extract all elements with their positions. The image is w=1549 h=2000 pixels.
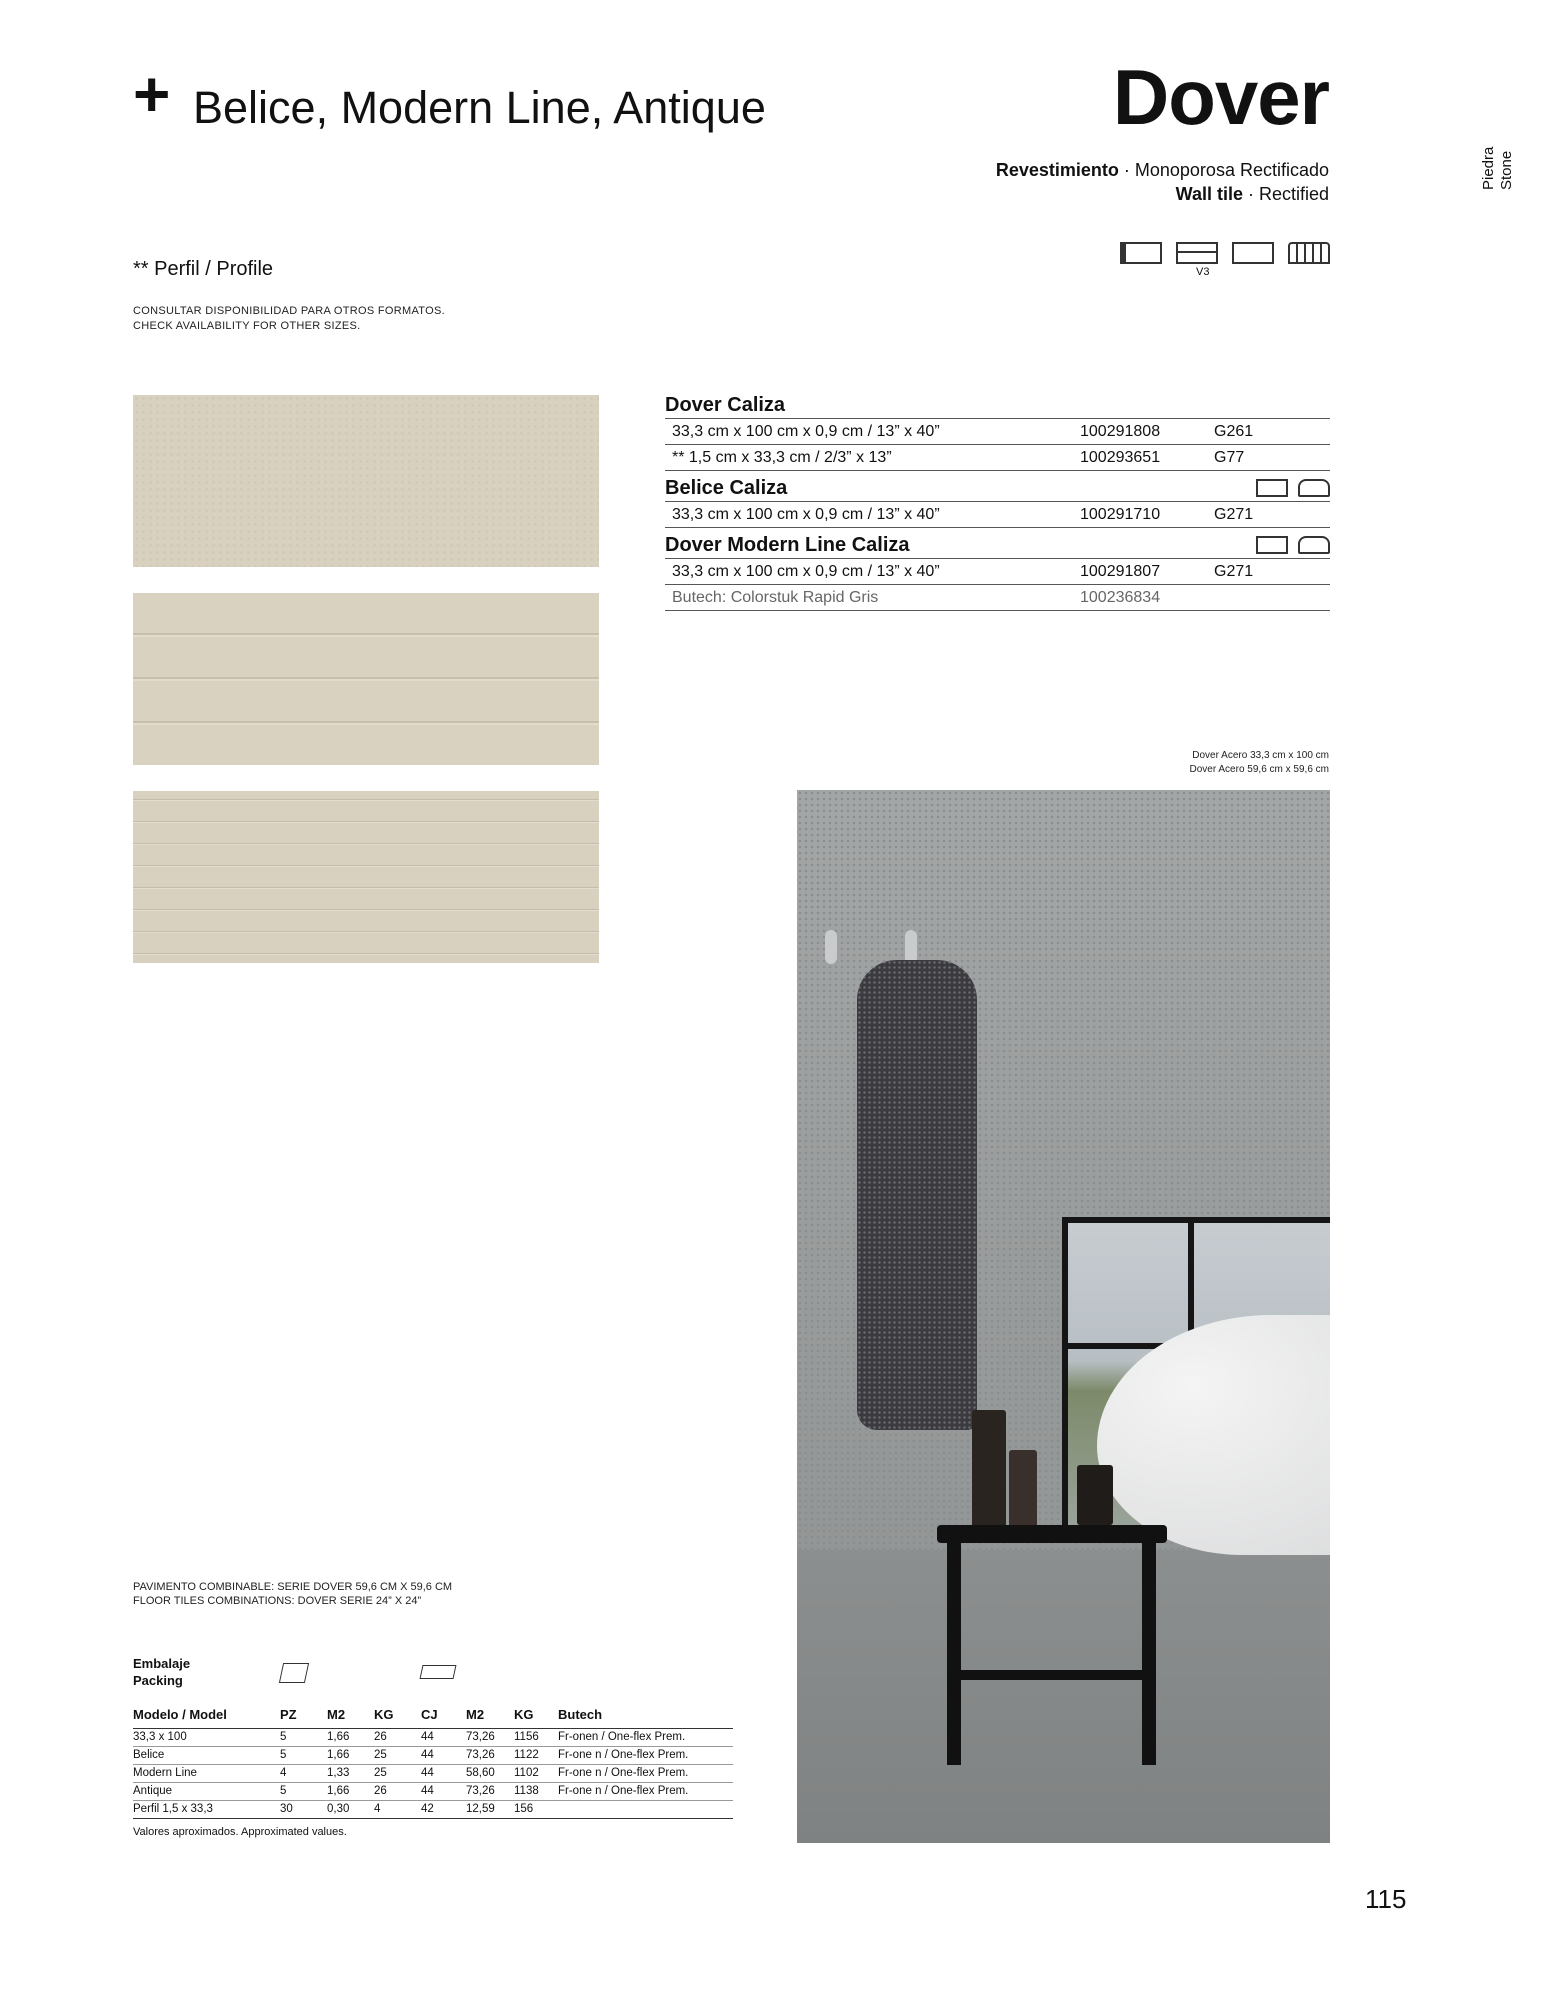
- table-row: [133, 1765, 733, 1783]
- code-cell: 100236834: [1080, 589, 1161, 606]
- format-cell: ** 1,5 cm x 33,3 cm / 2/3” x 13”: [672, 449, 892, 466]
- photo-bottle: [972, 1410, 1006, 1528]
- photo-stool-leg: [947, 1540, 961, 1765]
- table-row: [665, 584, 1330, 611]
- swatch-belice-caliza: [133, 593, 599, 765]
- usage-icons: [1256, 479, 1330, 497]
- cell: 33,3 x 100: [133, 1729, 280, 1747]
- cell: 44: [421, 1729, 466, 1747]
- bathroom-icon: [1256, 536, 1288, 554]
- swatch-dover-caliza: [133, 395, 599, 567]
- table-row: [133, 1801, 733, 1819]
- hook-icon: [825, 930, 837, 964]
- cell: Fr-one n / One-flex Prem.: [558, 1765, 733, 1783]
- variation-icon: [1176, 242, 1218, 264]
- hook-icon: [905, 930, 917, 964]
- bathroom-photo: [797, 790, 1330, 1843]
- cell: 73,26: [466, 1729, 514, 1747]
- cell: 73,26: [466, 1747, 514, 1765]
- variation-label: V3: [1196, 266, 1210, 278]
- col-header: KG: [374, 1703, 421, 1729]
- packing-table: [133, 1703, 733, 1819]
- code-cell: 100291808: [1080, 423, 1161, 440]
- kitchen-icon: [1298, 536, 1330, 554]
- photo-candle: [1077, 1465, 1113, 1525]
- availability-note-en: CHECK AVAILABILITY FOR OTHER SIZES.: [133, 320, 361, 332]
- product-group-name: Dover Modern Line Caliza: [665, 534, 910, 556]
- cell: 26: [374, 1783, 421, 1801]
- cell: 5: [280, 1783, 327, 1801]
- cell: 1122: [514, 1747, 558, 1765]
- swatch-modern-line-caliza: [133, 791, 599, 963]
- ref-cell: G271: [1214, 563, 1254, 580]
- cell: Modern Line: [133, 1765, 280, 1783]
- collection-title: Dover: [1112, 53, 1329, 141]
- col-header: CJ: [421, 1703, 466, 1729]
- cell: 5: [280, 1747, 327, 1765]
- photo-caption: [1189, 749, 1329, 777]
- caption-line: Dover Acero 33,3 cm x 100 cm: [1192, 750, 1329, 761]
- table-row: [665, 418, 1330, 444]
- col-header: Modelo / Model: [133, 1703, 280, 1729]
- spec-line-1: [996, 158, 1329, 182]
- cell: Fr-one n / One-flex Prem.: [558, 1747, 733, 1765]
- bathroom-icon: [1256, 479, 1288, 497]
- photo-stool-top: [937, 1525, 1167, 1543]
- product-group-title: [665, 527, 1330, 558]
- cell: Fr-onen / One-flex Prem.: [558, 1729, 733, 1747]
- product-group-name: Belice Caliza: [665, 477, 788, 499]
- packing-title-es: Embalaje: [133, 1656, 191, 1671]
- photo-stool-leg: [1142, 1540, 1156, 1765]
- code-cell: 100291807: [1080, 563, 1161, 580]
- cell: 44: [421, 1765, 466, 1783]
- cell: 4: [374, 1801, 421, 1819]
- grout-cell: Butech: Colorstuk Rapid Gris: [672, 589, 879, 606]
- packing-header-row: [133, 1703, 733, 1729]
- wall-tile-icon: [1232, 242, 1274, 264]
- cell: 44: [421, 1783, 466, 1801]
- ref-cell: G271: [1214, 506, 1254, 523]
- table-row: [665, 558, 1330, 584]
- product-table: [665, 388, 1330, 611]
- cell: 42: [421, 1801, 466, 1819]
- cell: Perfil 1,5 x 33,3: [133, 1801, 280, 1819]
- photo-bathrobe: [857, 960, 977, 1430]
- box-icon: [279, 1663, 309, 1683]
- ref-cell: [1214, 585, 1314, 610]
- rectified-edge-icon: [1120, 242, 1162, 264]
- table-row: [665, 501, 1330, 527]
- caption-line: Dover Acero 59,6 cm x 59,6 cm: [1189, 764, 1329, 775]
- packing-title-en: Packing: [133, 1673, 183, 1688]
- packing-heading: [133, 1655, 733, 1689]
- cell: 0,30: [327, 1801, 374, 1819]
- photo-floor: [797, 1550, 1330, 1843]
- floor-combination-es: PAVIMENTO COMBINABLE: SERIE DOVER 59,6 CM X 59,6 CM: [133, 1581, 453, 1593]
- cell: 1138: [514, 1783, 558, 1801]
- product-group-title: [665, 470, 1330, 501]
- relief-icon: [1288, 242, 1330, 264]
- page-number: 115: [1365, 1884, 1407, 1914]
- cell: 5: [280, 1729, 327, 1747]
- col-header: M2: [466, 1703, 514, 1729]
- col-header: M2: [327, 1703, 374, 1729]
- cell: 30: [280, 1801, 327, 1819]
- usage-icons: [1256, 536, 1330, 554]
- format-cell: 33,3 cm x 100 cm x 0,9 cm / 13” x 40”: [672, 563, 940, 580]
- category-en: Stone: [1498, 150, 1515, 190]
- cell: 1,66: [327, 1783, 374, 1801]
- cell: Fr-one n / One-flex Prem.: [558, 1783, 733, 1801]
- photo-stool-bar: [957, 1670, 1147, 1680]
- floor-combination-note: [133, 1580, 452, 1608]
- col-header: PZ: [280, 1703, 327, 1729]
- spec-type-en: Wall tile: [1175, 184, 1243, 204]
- feature-icons: [1120, 242, 1330, 264]
- spec-detail-en: · Rectified: [1242, 184, 1329, 204]
- cell: 73,26: [466, 1783, 514, 1801]
- pallet-icon: [420, 1665, 457, 1679]
- col-header: KG: [514, 1703, 558, 1729]
- table-row: [133, 1729, 733, 1747]
- cell: 25: [374, 1747, 421, 1765]
- cell: 156: [514, 1801, 558, 1819]
- ref-cell: G261: [1214, 423, 1254, 440]
- cell: [558, 1801, 733, 1819]
- cell: 1,66: [327, 1729, 374, 1747]
- series-subtitle: Belice, Modern Line, Antique: [193, 82, 766, 133]
- availability-note-es: CONSULTAR DISPONIBILIDAD PARA OTROS FORMATOS.: [133, 305, 445, 317]
- table-row: [665, 444, 1330, 470]
- col-header: Butech: [558, 1703, 733, 1729]
- table-row: [133, 1747, 733, 1765]
- spec-detail-es: · Monoporosa Rectificado: [1118, 160, 1329, 180]
- ref-cell: G77: [1214, 449, 1245, 466]
- cell: Antique: [133, 1783, 280, 1801]
- cell: 12,59: [466, 1801, 514, 1819]
- floor-combination-en: FLOOR TILES COMBINATIONS: DOVER SERIE 24” X 24”: [133, 1595, 422, 1607]
- table-row: [133, 1783, 733, 1801]
- code-cell: 100291710: [1080, 506, 1161, 523]
- cell: 58,60: [466, 1765, 514, 1783]
- cell: 44: [421, 1747, 466, 1765]
- spec-line-2: [1176, 182, 1329, 206]
- cell: 1156: [514, 1729, 558, 1747]
- format-cell: 33,3 cm x 100 cm x 0,9 cm / 13” x 40”: [672, 506, 940, 523]
- cell: 26: [374, 1729, 421, 1747]
- kitchen-icon: [1298, 479, 1330, 497]
- cell: 1102: [514, 1765, 558, 1783]
- cell: 1,66: [327, 1747, 374, 1765]
- profile-title: ** Perfil / Profile: [133, 258, 274, 280]
- category-es: Piedra: [1480, 146, 1497, 190]
- photo-bottle: [1009, 1450, 1037, 1530]
- product-group-title: Dover Caliza: [665, 394, 786, 416]
- format-cell: 33,3 cm x 100 cm x 0,9 cm / 13” x 40”: [672, 423, 940, 440]
- plus-sign: +: [133, 58, 171, 130]
- cell: 25: [374, 1765, 421, 1783]
- cell: 1,33: [327, 1765, 374, 1783]
- code-cell: 100293651: [1080, 449, 1161, 466]
- cell: Belice: [133, 1747, 280, 1765]
- cell: 4: [280, 1765, 327, 1783]
- approximate-values-note: Valores aproximados. Approximated values.: [133, 1826, 347, 1838]
- category-side-label: [1480, 50, 1516, 190]
- spec-type-es: Revestimiento: [995, 160, 1119, 180]
